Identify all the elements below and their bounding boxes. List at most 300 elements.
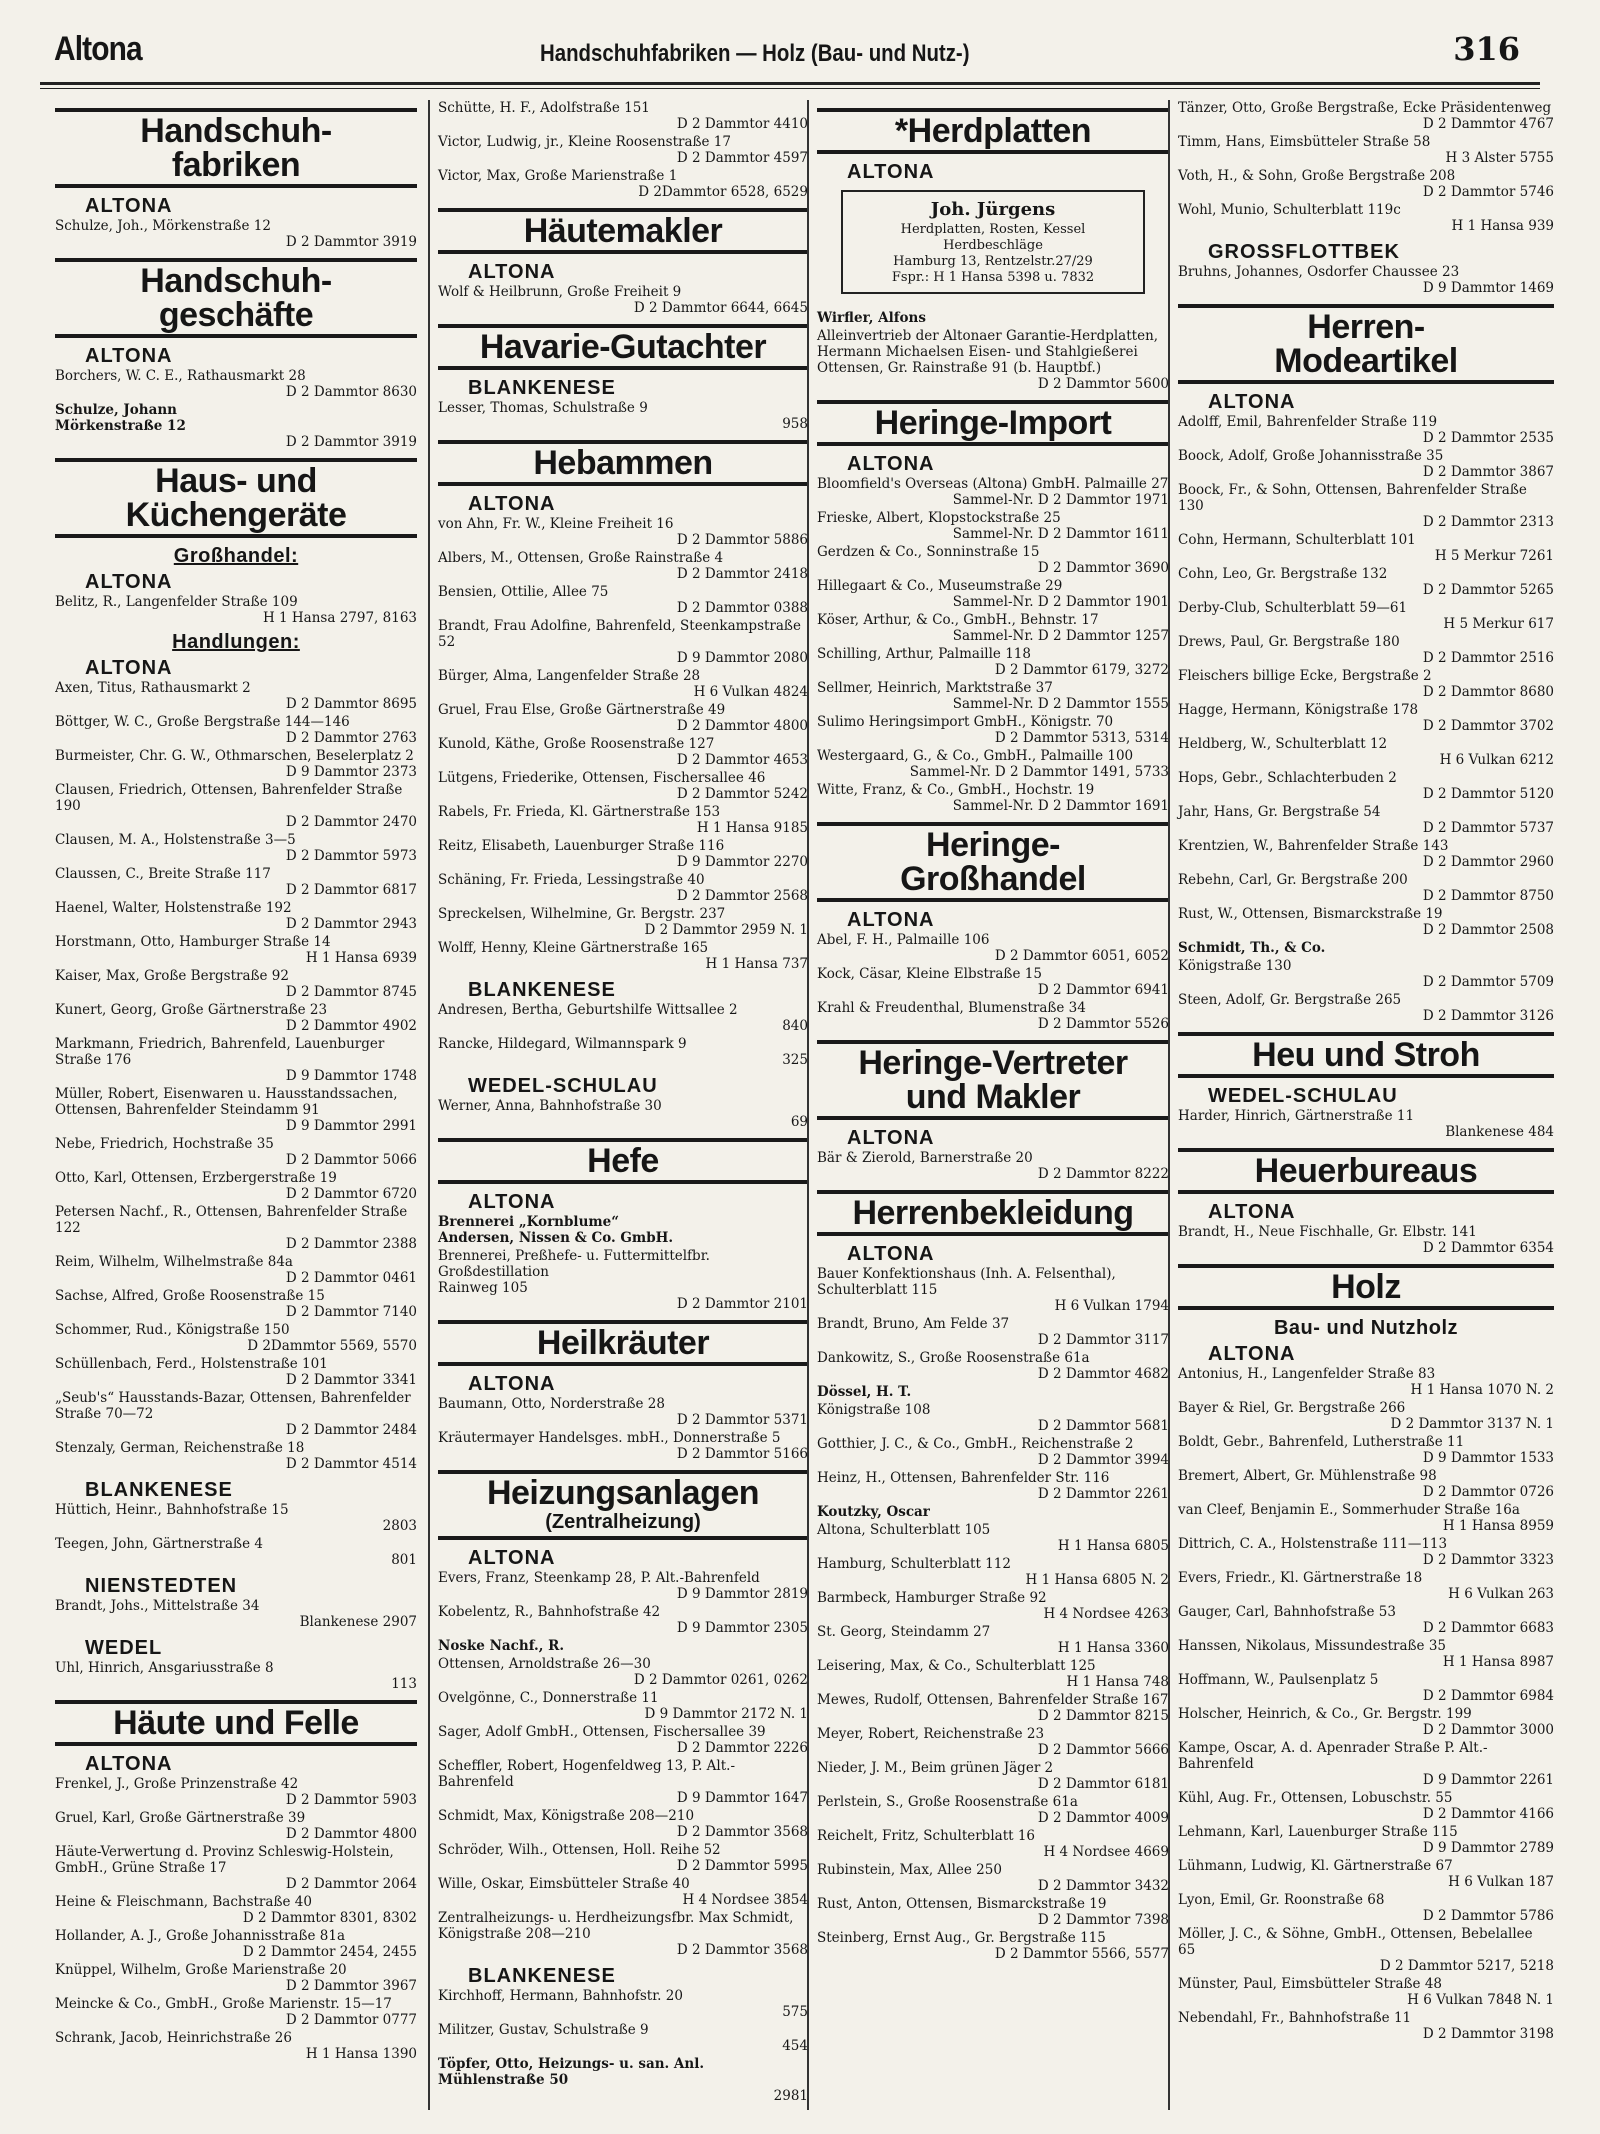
entry-phone: D 2 Dammtor 4514 [285, 1456, 417, 1472]
entry-phone: 575 [782, 2004, 808, 2020]
entry-phone: D 2 Dammtor 2568 [676, 888, 808, 904]
header-section-range: Handschuhfabriken — Holz (Bau- und Nutz-) [540, 40, 970, 67]
entry-name-address: Werner, Anna, Bahnhofstraße 30 [438, 1098, 662, 1114]
entry-name-address: Teegen, John, Gärtnerstraße 4 [55, 1536, 263, 1552]
entry-phone: D 9 Dammtor 2789 [1422, 1840, 1554, 1856]
listing-entry [438, 770, 808, 802]
section-heading [817, 108, 1169, 154]
entry-phone: D 2 Dammtor 3323 [1422, 1552, 1554, 1568]
entry-phone: 801 [391, 1552, 417, 1568]
entry-name-address: Antonius, H., Langenfelder Straße 83 [1178, 1366, 1436, 1382]
entry-name-address: Heinz, H., Ottensen, Bahrenfelder Str. 116 [817, 1470, 1110, 1486]
entry-phone: D 2 Dammtor 8215 [1037, 1708, 1169, 1724]
ad-line: Herdbeschläge [943, 238, 1043, 253]
entry-name-address: Mewes, Rudolf, Ottensen, Bahrenfelder Straße 167 [817, 1692, 1169, 1708]
listing-entry [438, 100, 808, 132]
location-heading: ALTONA [85, 657, 173, 679]
listing-entry [817, 1726, 1169, 1758]
entry-name-address: Hillegaart & Co., Museumstraße 29 [817, 578, 1063, 594]
listing-entry [1178, 482, 1554, 530]
entry-name-address: Köser, Arthur, & Co., GmbH., Behnstr. 17 [817, 612, 1099, 628]
entry-phone: Sammel-Nr. D 2 Dammtor 1491, 5733 [909, 764, 1169, 780]
entry-name-address: Clausen, M. A., Holstenstraße 3—5 [55, 832, 296, 848]
entry-name-address: von Ahn, Fr. W., Kleine Freiheit 16 [438, 516, 674, 532]
entry-name-address: Abel, F. H., Palmaille 106 [817, 932, 990, 948]
entry-name-address: Borchers, W. C. E., Rathausmarkt 28 [55, 368, 306, 384]
entry-phone: D 2 Dammtor 2763 [285, 730, 417, 746]
listing-entry [1178, 1366, 1554, 1398]
entry-phone: Sammel-Nr. D 2 Dammtor 1611 [952, 526, 1169, 542]
listing-entry [817, 1590, 1169, 1622]
location-heading: BLANKENESE [468, 979, 616, 1001]
entry-name-address: Töpfer, Otto, Heizungs- u. san. Anl. Mühlenstraße 50 [438, 2056, 705, 2088]
entry-phone: D 2 Dammtor 4800 [676, 718, 808, 734]
location-heading: ALTONA [1208, 391, 1296, 413]
listing-entry [817, 1350, 1169, 1382]
entry-name-address: Kock, Cäsar, Kleine Elbstraße 15 [817, 966, 1042, 982]
entry-name-address: Zentralheizungs- u. Herdheizungsfbr. Max Schmidt, Königstraße 208—210 [438, 1910, 794, 1942]
listing-entry [817, 328, 1169, 392]
listing-entry [1178, 1740, 1554, 1788]
entry-phone: D 2 Dammtor 8750 [1422, 888, 1554, 904]
entry-phone: D 2 Dammtor 2516 [1422, 650, 1554, 666]
listing-entry [817, 1896, 1169, 1928]
entry-name-address: Tänzer, Otto, Große Bergstraße, Ecke Präsidentenweg [1178, 100, 1552, 116]
entry-name-address: Kühl, Aug. Fr., Ottensen, Lobuschstr. 55 [1178, 1790, 1453, 1806]
entry-phone: D 2 Dammtor 7140 [285, 1304, 417, 1320]
entry-phone: D 2 Dammtor 4682 [1037, 1366, 1169, 1382]
entry-phone: D 2 Dammtor 8630 [285, 384, 417, 400]
listing-entry [1178, 600, 1554, 632]
entry-name-address: Timm, Hans, Eimsbütteler Straße 58 [1178, 134, 1431, 150]
section-heading-text: Heuerbureaus [1254, 1152, 1478, 1190]
listing-entry [438, 1002, 808, 1034]
entry-phone: D 9 Dammtor 1469 [1422, 280, 1554, 296]
entry-name-address: Heldberg, W., Schulterblatt 12 [1178, 736, 1388, 752]
entry-phone: D 2 Dammtor 0461 [285, 1270, 417, 1286]
listing-entry [438, 516, 808, 548]
listing-entry [438, 1656, 808, 1688]
header-rule [40, 82, 1540, 85]
entry-phone: H 4 Nordsee 3854 [682, 1892, 808, 1908]
entry-phone: D 2 Dammtor 4800 [285, 1826, 417, 1842]
listing-entry [1178, 634, 1554, 666]
listing-entry [438, 736, 808, 768]
entry-phone: D 2 Dammtor 3702 [1422, 718, 1554, 734]
entry-phone: D 2 Dammtor 5217, 5218 [1379, 1958, 1554, 1974]
section-heading-text: Häute und Felle [113, 1704, 359, 1742]
section-heading [817, 1040, 1169, 1120]
entry-name-address: Wirfler, Alfons [817, 310, 926, 326]
entry-phone: D 2 Dammtor 5903 [285, 1792, 417, 1808]
listing-entry [1178, 414, 1554, 446]
entry-phone: H 4 Nordsee 4669 [1043, 1844, 1169, 1860]
entry-name-address: Lütgens, Friederike, Ottensen, Fischersallee 46 [438, 770, 766, 786]
listing-entry [438, 872, 808, 904]
location-heading: BLANKENESE [468, 377, 616, 399]
listing-entry [438, 1910, 808, 1958]
entry-name-address: Schütte, H. F., Adolfstraße 151 [438, 100, 650, 116]
listing-entry [1178, 1976, 1554, 2008]
category-subheading: Großhandel: [173, 545, 299, 567]
entry-name-address: Axen, Titus, Rathausmarkt 2 [55, 680, 251, 696]
column-2 [428, 100, 808, 2110]
entry-phone: D 2 Dammtor 5786 [1422, 1908, 1554, 1924]
entry-name-address: Noske Nachf., R. [438, 1638, 565, 1654]
section-heading [55, 458, 417, 538]
location-heading: ALTONA [85, 1753, 173, 1775]
section-heading [438, 1470, 808, 1540]
entry-phone: D 2 Dammtor 0777 [285, 2012, 417, 2028]
entry-phone: D 9 Dammtor 2261 [1422, 1772, 1554, 1788]
section-heading [817, 400, 1169, 446]
entry-name-address: van Cleef, Benjamin E., Sommerhuder Straße 16a [1178, 1502, 1520, 1518]
section-heading-text: Heringe- Großhandel [900, 826, 1086, 898]
listing-entry [55, 900, 417, 932]
listing-entry [817, 476, 1169, 508]
listing-entry [817, 1000, 1169, 1032]
listing-entry [55, 1502, 417, 1534]
listing-entry [1178, 958, 1554, 990]
entry-name-address: Gauger, Carl, Bahnhofstraße 53 [1178, 1604, 1396, 1620]
listing-entry [438, 1214, 808, 1246]
listing-entry [817, 1504, 1169, 1520]
listing-entry [55, 1776, 417, 1808]
entry-name-address: Reim, Wilhelm, Wilhelmstraße 84a [55, 1254, 293, 1270]
entry-phone: D 9 Dammtor 2172 N. 1 [644, 1706, 808, 1722]
listing-entry [817, 1692, 1169, 1724]
entry-name-address: Hagge, Hermann, Königstraße 178 [1178, 702, 1419, 718]
listing-entry [1178, 448, 1554, 480]
entry-phone: D 9 Dammtor 2373 [285, 764, 417, 780]
entry-phone: H 4 Nordsee 4263 [1043, 1606, 1169, 1622]
listing-entry [817, 1794, 1169, 1826]
listing-entry [1178, 668, 1554, 700]
listing-entry [1178, 202, 1554, 234]
entry-phone: D 2 Dammtor 3126 [1422, 1008, 1554, 1024]
entry-name-address: Brandt, Frau Adolfine, Bahrenfeld, Steenkampstraße 52 [438, 618, 801, 650]
entry-name-address: Horstmann, Otto, Hamburger Straße 14 [55, 934, 331, 950]
entry-phone: H 1 Hansa 6939 [305, 950, 417, 966]
listing-entry [1178, 532, 1554, 564]
listing-entry [55, 1810, 417, 1842]
entry-name-address: Steinberg, Ernst Aug., Gr. Bergstraße 115 [817, 1930, 1106, 1946]
entry-name-address: Nebendahl, Fr., Bahnhofstraße 11 [1178, 2010, 1412, 2026]
entry-phone: H 1 Hansa 2797, 8163 [262, 610, 417, 626]
listing-entry [438, 1036, 808, 1068]
location-heading: ALTONA [847, 909, 935, 931]
entry-phone: D 2 Dammtor 5526 [1037, 1016, 1169, 1032]
entry-phone: D 2 Dammtor 5746 [1422, 184, 1554, 200]
listing-entry [817, 544, 1169, 576]
entry-phone: Blankenese 484 [1445, 1124, 1554, 1140]
listing-entry [1178, 1604, 1554, 1636]
entry-phone: D 2 Dammtor 2418 [676, 566, 808, 582]
entry-name-address: Belitz, R., Langenfelder Straße 109 [55, 594, 298, 610]
entry-phone: H 1 Hansa 6805 N. 2 [1025, 1572, 1169, 1588]
section-heading-text: Haus- und Küchengeräte [125, 462, 347, 534]
location-heading: ALTONA [468, 261, 556, 283]
entry-name-address: Evers, Friedr., Kl. Gärtnerstraße 18 [1178, 1570, 1423, 1586]
entry-phone: D 2 Dammtor 5600 [1037, 376, 1169, 392]
listing-entry [438, 284, 808, 316]
entry-name-address: Böttger, W. C., Große Bergstraße 144—146 [55, 714, 350, 730]
section-heading-text: Handschuh- fabriken [140, 112, 332, 184]
entry-phone: D 2 Dammtor 0726 [1422, 1484, 1554, 1500]
entry-name-address: Derby-Club, Schulterblatt 59—61 [1178, 600, 1408, 616]
listing-entry [1178, 770, 1554, 802]
listing-entry [817, 1384, 1169, 1400]
entry-phone: D 9 Dammtor 2080 [676, 650, 808, 666]
listing-entry [817, 1316, 1169, 1348]
listing-entry [55, 1894, 417, 1926]
entry-phone: D 2 Dammtor 2484 [285, 1422, 417, 1438]
listing-entry [817, 1150, 1169, 1182]
entry-phone: H 1 Hansa 8959 [1442, 1518, 1554, 1534]
location-heading: BLANKENESE [468, 1965, 616, 1987]
entry-name-address: Nieder, J. M., Beim grünen Jäger 2 [817, 1760, 1054, 1776]
listing-entry [817, 310, 1169, 326]
entry-phone: D 2 Dammtor 0388 [676, 600, 808, 616]
listing-entry [55, 1288, 417, 1320]
location-heading: ALTONA [847, 161, 935, 183]
listing-entry [1178, 1926, 1554, 1974]
listing-entry [55, 1036, 417, 1084]
entry-name-address: Hollander, A. J., Große Johannisstraße 81a [55, 1928, 345, 1944]
listing-entry [817, 966, 1169, 998]
entry-phone: 113 [391, 1676, 417, 1692]
listing-entry [55, 1136, 417, 1168]
entry-name-address: Rust, Anton, Ottensen, Bismarckstraße 19 [817, 1896, 1107, 1912]
entry-phone: D 2 Dammtor 2101 [676, 1296, 808, 1312]
entry-phone: D 2 Dammtor 4767 [1422, 116, 1554, 132]
listing-entry [1178, 1434, 1554, 1466]
entry-name-address: Rust, W., Ottensen, Bismarckstraße 19 [1178, 906, 1443, 922]
entry-phone: H 5 Merkur 617 [1443, 616, 1554, 632]
listing-entry [55, 934, 417, 966]
listing-entry [55, 594, 417, 626]
entry-phone: D 2 Dammtor 5242 [676, 786, 808, 802]
entry-phone: H 1 Hansa 3360 [1057, 1640, 1169, 1656]
entry-phone: D 2 Dammtor 5973 [285, 848, 417, 864]
listing-entry [1178, 1638, 1554, 1670]
listing-entry [1178, 702, 1554, 734]
entry-name-address: Cohn, Hermann, Schulterblatt 101 [1178, 532, 1416, 548]
entry-name-address: Heine & Fleischmann, Bachstraße 40 [55, 1894, 312, 1910]
entry-name-address: Gruel, Karl, Große Gärtnerstraße 39 [55, 1810, 306, 1826]
entry-name-address: Boldt, Gebr., Bahrenfeld, Lutherstraße 11 [1178, 1434, 1465, 1450]
entry-name-address: Westergaard, G., & Co., GmbH., Palmaille 100 [817, 748, 1134, 764]
entry-phone: D 2 Dammtor 6720 [285, 1186, 417, 1202]
listing-entry [438, 668, 808, 700]
entry-phone: D 9 Dammtor 2270 [676, 854, 808, 870]
listing-entry [55, 680, 417, 712]
entry-phone: 2803 [382, 1518, 417, 1534]
entry-name-address: Schmidt, Max, Königstraße 208—210 [438, 1808, 695, 1824]
listing-entry [1178, 1858, 1554, 1890]
listing-entry [55, 1928, 417, 1960]
entry-name-address: Münster, Paul, Eimsbütteler Straße 48 [1178, 1976, 1443, 1992]
listing-entry [55, 402, 417, 450]
entry-name-address: Gerdzen & Co., Sonninstraße 15 [817, 544, 1040, 560]
entry-name-address: Steen, Adolf, Gr. Bergstraße 265 [1178, 992, 1402, 1008]
entry-name-address: Frieske, Albert, Klopstockstraße 25 [817, 510, 1061, 526]
entry-phone: H 6 Vulkan 6212 [1439, 752, 1554, 768]
entry-name-address: Schrank, Jacob, Heinrichstraße 26 [55, 2030, 292, 2046]
entry-name-address: Burmeister, Chr. G. W., Othmarschen, Beselerplatz 2 [55, 748, 414, 764]
entry-phone: H 1 Hansa 737 [705, 956, 808, 972]
entry-phone: D 2 Dammtor 4410 [676, 116, 808, 132]
entry-name-address: Koutzky, Oscar [817, 1504, 930, 1520]
entry-name-address: Brandt, H., Neue Fischhalle, Gr. Elbstr. 141 [1178, 1224, 1477, 1240]
entry-phone: D 2 Dammtor 3919 [285, 434, 417, 450]
entry-name-address: Schröder, Wilh., Ottensen, Holl. Reihe 52 [438, 1842, 721, 1858]
entry-phone: 958 [782, 416, 808, 432]
entry-phone: D 2 Dammtor 4166 [1422, 1806, 1554, 1822]
entry-name-address: „Seub's“ Hausstands-Bazar, Ottensen, Bahrenfelder Straße 70—72 [55, 1390, 411, 1422]
section-heading-text: Heizungsanlagen [486, 1474, 760, 1512]
entry-name-address: Hanssen, Nikolaus, Missundestraße 35 [1178, 1638, 1446, 1654]
entry-phone: D 2 Dammtor 6941 [1037, 982, 1169, 998]
entry-name-address: Schüllenbach, Ferd., Holstenstraße 101 [55, 1356, 328, 1372]
entry-name-address: Kaiser, Max, Große Bergstraße 92 [55, 968, 289, 984]
section-heading [438, 1320, 808, 1366]
entry-name-address: Leisering, Max, & Co., Schulterblatt 125 [817, 1658, 1096, 1674]
entry-name-address: Gotthier, J. C., & Co., GmbH., Reichenstraße 2 [817, 1436, 1134, 1452]
entry-name-address: Victor, Max, Große Marienstraße 1 [438, 168, 678, 184]
entry-name-address: Rubinstein, Max, Allee 250 [817, 1862, 1002, 1878]
listing-entry [55, 1660, 417, 1692]
listing-entry [817, 1522, 1169, 1554]
entry-phone: D 2 Dammtor 2470 [285, 814, 417, 830]
listing-entry [438, 1842, 808, 1874]
listing-entry [817, 1402, 1169, 1434]
entry-phone: D 2 Dammtor 8695 [285, 696, 417, 712]
location-heading: ALTONA [468, 1373, 556, 1395]
listing-entry [817, 782, 1169, 814]
listing-entry [438, 1604, 808, 1636]
listing-entry [55, 1204, 417, 1252]
entry-phone: D 2 Dammtor 4902 [285, 1018, 417, 1034]
entry-name-address: Hamburg, Schulterblatt 112 [817, 1556, 1011, 1572]
listing-entry [817, 612, 1169, 644]
entry-name-address: Kirchhoff, Hermann, Bahnhofstr. 20 [438, 1988, 683, 2004]
entry-phone: D 2 Dammtor 5709 [1422, 974, 1554, 990]
entry-phone: D 2 Dammtor 2454, 2455 [242, 1944, 417, 1960]
listing-entry [1178, 838, 1554, 870]
listing-entry [1178, 1570, 1554, 1602]
entry-name-address: Voth, H., & Sohn, Große Bergstraße 208 [1178, 168, 1456, 184]
listing-entry [438, 2056, 808, 2104]
entry-name-address: Bär & Zierold, Barnerstraße 20 [817, 1150, 1033, 1166]
location-heading: ALTONA [847, 453, 935, 475]
entry-phone: D 2 Dammtor 5737 [1422, 820, 1554, 836]
entry-phone: 69 [790, 1114, 808, 1130]
entry-name-address: Dössel, H. T. [817, 1384, 912, 1400]
listing-entry [55, 1440, 417, 1472]
entry-phone: D 9 Dammtor 2991 [285, 1118, 417, 1134]
entry-phone: D 2 Dammtor 7398 [1037, 1912, 1169, 1928]
location-heading: WEDEL-SCHULAU [468, 1075, 658, 1097]
entry-phone: D 2 Dammtor 6051, 6052 [994, 948, 1169, 964]
entry-name-address: Hops, Gebr., Schlachterbuden 2 [1178, 770, 1397, 786]
listing-entry [438, 804, 808, 836]
entry-name-address: Claussen, C., Breite Straße 117 [55, 866, 271, 882]
entry-name-address: Cohn, Leo, Gr. Bergstraße 132 [1178, 566, 1388, 582]
listing-entry [1178, 940, 1554, 956]
listing-entry [438, 584, 808, 616]
entry-name-address: Lühmann, Ludwig, Kl. Gärtnerstraße 67 [1178, 1858, 1453, 1874]
entry-phone: D 2 Dammtor 6644, 6645 [633, 300, 808, 316]
entry-name-address: Militzer, Gustav, Schulstraße 9 [438, 2022, 649, 2038]
entry-phone: D 2 Dammtor 8680 [1422, 684, 1554, 700]
entry-phone: H 1 Hansa 1390 [305, 2046, 417, 2062]
entry-name-address: Hüttich, Heinr., Bahnhofstraße 15 [55, 1502, 289, 1518]
section-heading [438, 324, 808, 370]
entry-name-address: Spreckelsen, Wilhelmine, Gr. Bergstr. 237 [438, 906, 726, 922]
listing-entry [817, 1266, 1169, 1314]
listing-entry [55, 2030, 417, 2062]
entry-phone: H 1 Hansa 6805 [1057, 1538, 1169, 1554]
entry-phone: D 2 Dammtor 2064 [285, 1876, 417, 1892]
listing-entry [817, 714, 1169, 746]
entry-phone: D 2 Dammtor 4009 [1037, 1810, 1169, 1826]
entry-name-address: Sellmer, Heinrich, Marktstraße 37 [817, 680, 1053, 696]
entry-phone: D 2 Dammtor 2960 [1422, 854, 1554, 870]
entry-name-address: Brandt, Johs., Mittelstraße 34 [55, 1598, 260, 1614]
entry-name-address: Bensien, Ottilie, Allee 75 [438, 584, 609, 600]
entry-name-address: Schäning, Fr. Frieda, Lessingstraße 40 [438, 872, 705, 888]
entry-phone: D 2 Dammtor 3198 [1422, 2026, 1554, 2042]
entry-phone: D 2 Dammtor 4653 [676, 752, 808, 768]
listing-entry [1178, 1672, 1554, 1704]
listing-entry [55, 368, 417, 400]
listing-entry [55, 1170, 417, 1202]
location-heading: ALTONA [85, 571, 173, 593]
entry-phone: D 2 Dammtor 3568 [676, 1824, 808, 1840]
entry-phone: D 2 Dammtor 8222 [1037, 1166, 1169, 1182]
entry-phone: D 2 Dammtor 4597 [676, 150, 808, 166]
listing-entry [817, 1828, 1169, 1860]
column-3 [807, 100, 1169, 2110]
listing-entry [1178, 134, 1554, 166]
entry-phone: D 2 Dammtor 5120 [1422, 786, 1554, 802]
entry-phone: D 2 Dammtor 5371 [676, 1412, 808, 1428]
section-heading [1178, 1032, 1554, 1078]
listing-entry [1178, 1400, 1554, 1432]
entry-phone: H 6 Vulkan 7848 N. 1 [1407, 1992, 1554, 2008]
entry-phone: H 6 Vulkan 4824 [693, 684, 808, 700]
entry-name-address: Alleinvertrieb der Altonaer Garantie-Herdplatten, Hermann Michaelsen Eisen- und Stahlgießerei Ottensen, Gr. Rainstraße 91 (b. Hauptbf.) [817, 328, 1159, 376]
entry-phone: D 2 Dammtor 5995 [676, 1858, 808, 1874]
ad-line: Herdplatten, Rosten, Kessel [900, 222, 1086, 237]
entry-name-address: Bremert, Albert, Gr. Mühlenstraße 98 [1178, 1468, 1437, 1484]
entry-name-address: Ovelgönne, C., Donnerstraße 11 [438, 1690, 659, 1706]
listing-entry [817, 1930, 1169, 1962]
listing-entry [55, 748, 417, 780]
entry-phone: D 2 Dammtor 2943 [285, 916, 417, 932]
listing-entry [1178, 100, 1554, 132]
entry-name-address: Bloomfield's Overseas (Altona) GmbH. Palmaille 27 [817, 476, 1169, 492]
section-heading-text: Heringe-Import [874, 404, 1112, 442]
listing-entry [438, 1248, 808, 1312]
listing-entry [817, 932, 1169, 964]
entry-phone: H 6 Vulkan 187 [1448, 1874, 1554, 1890]
entry-phone: D 2 Dammtor 2226 [676, 1740, 808, 1756]
entry-phone: 325 [782, 1052, 808, 1068]
section-heading-text: Havarie-Gutachter [479, 328, 767, 366]
entry-name-address: Bürger, Alma, Langenfelder Straße 28 [438, 668, 701, 684]
